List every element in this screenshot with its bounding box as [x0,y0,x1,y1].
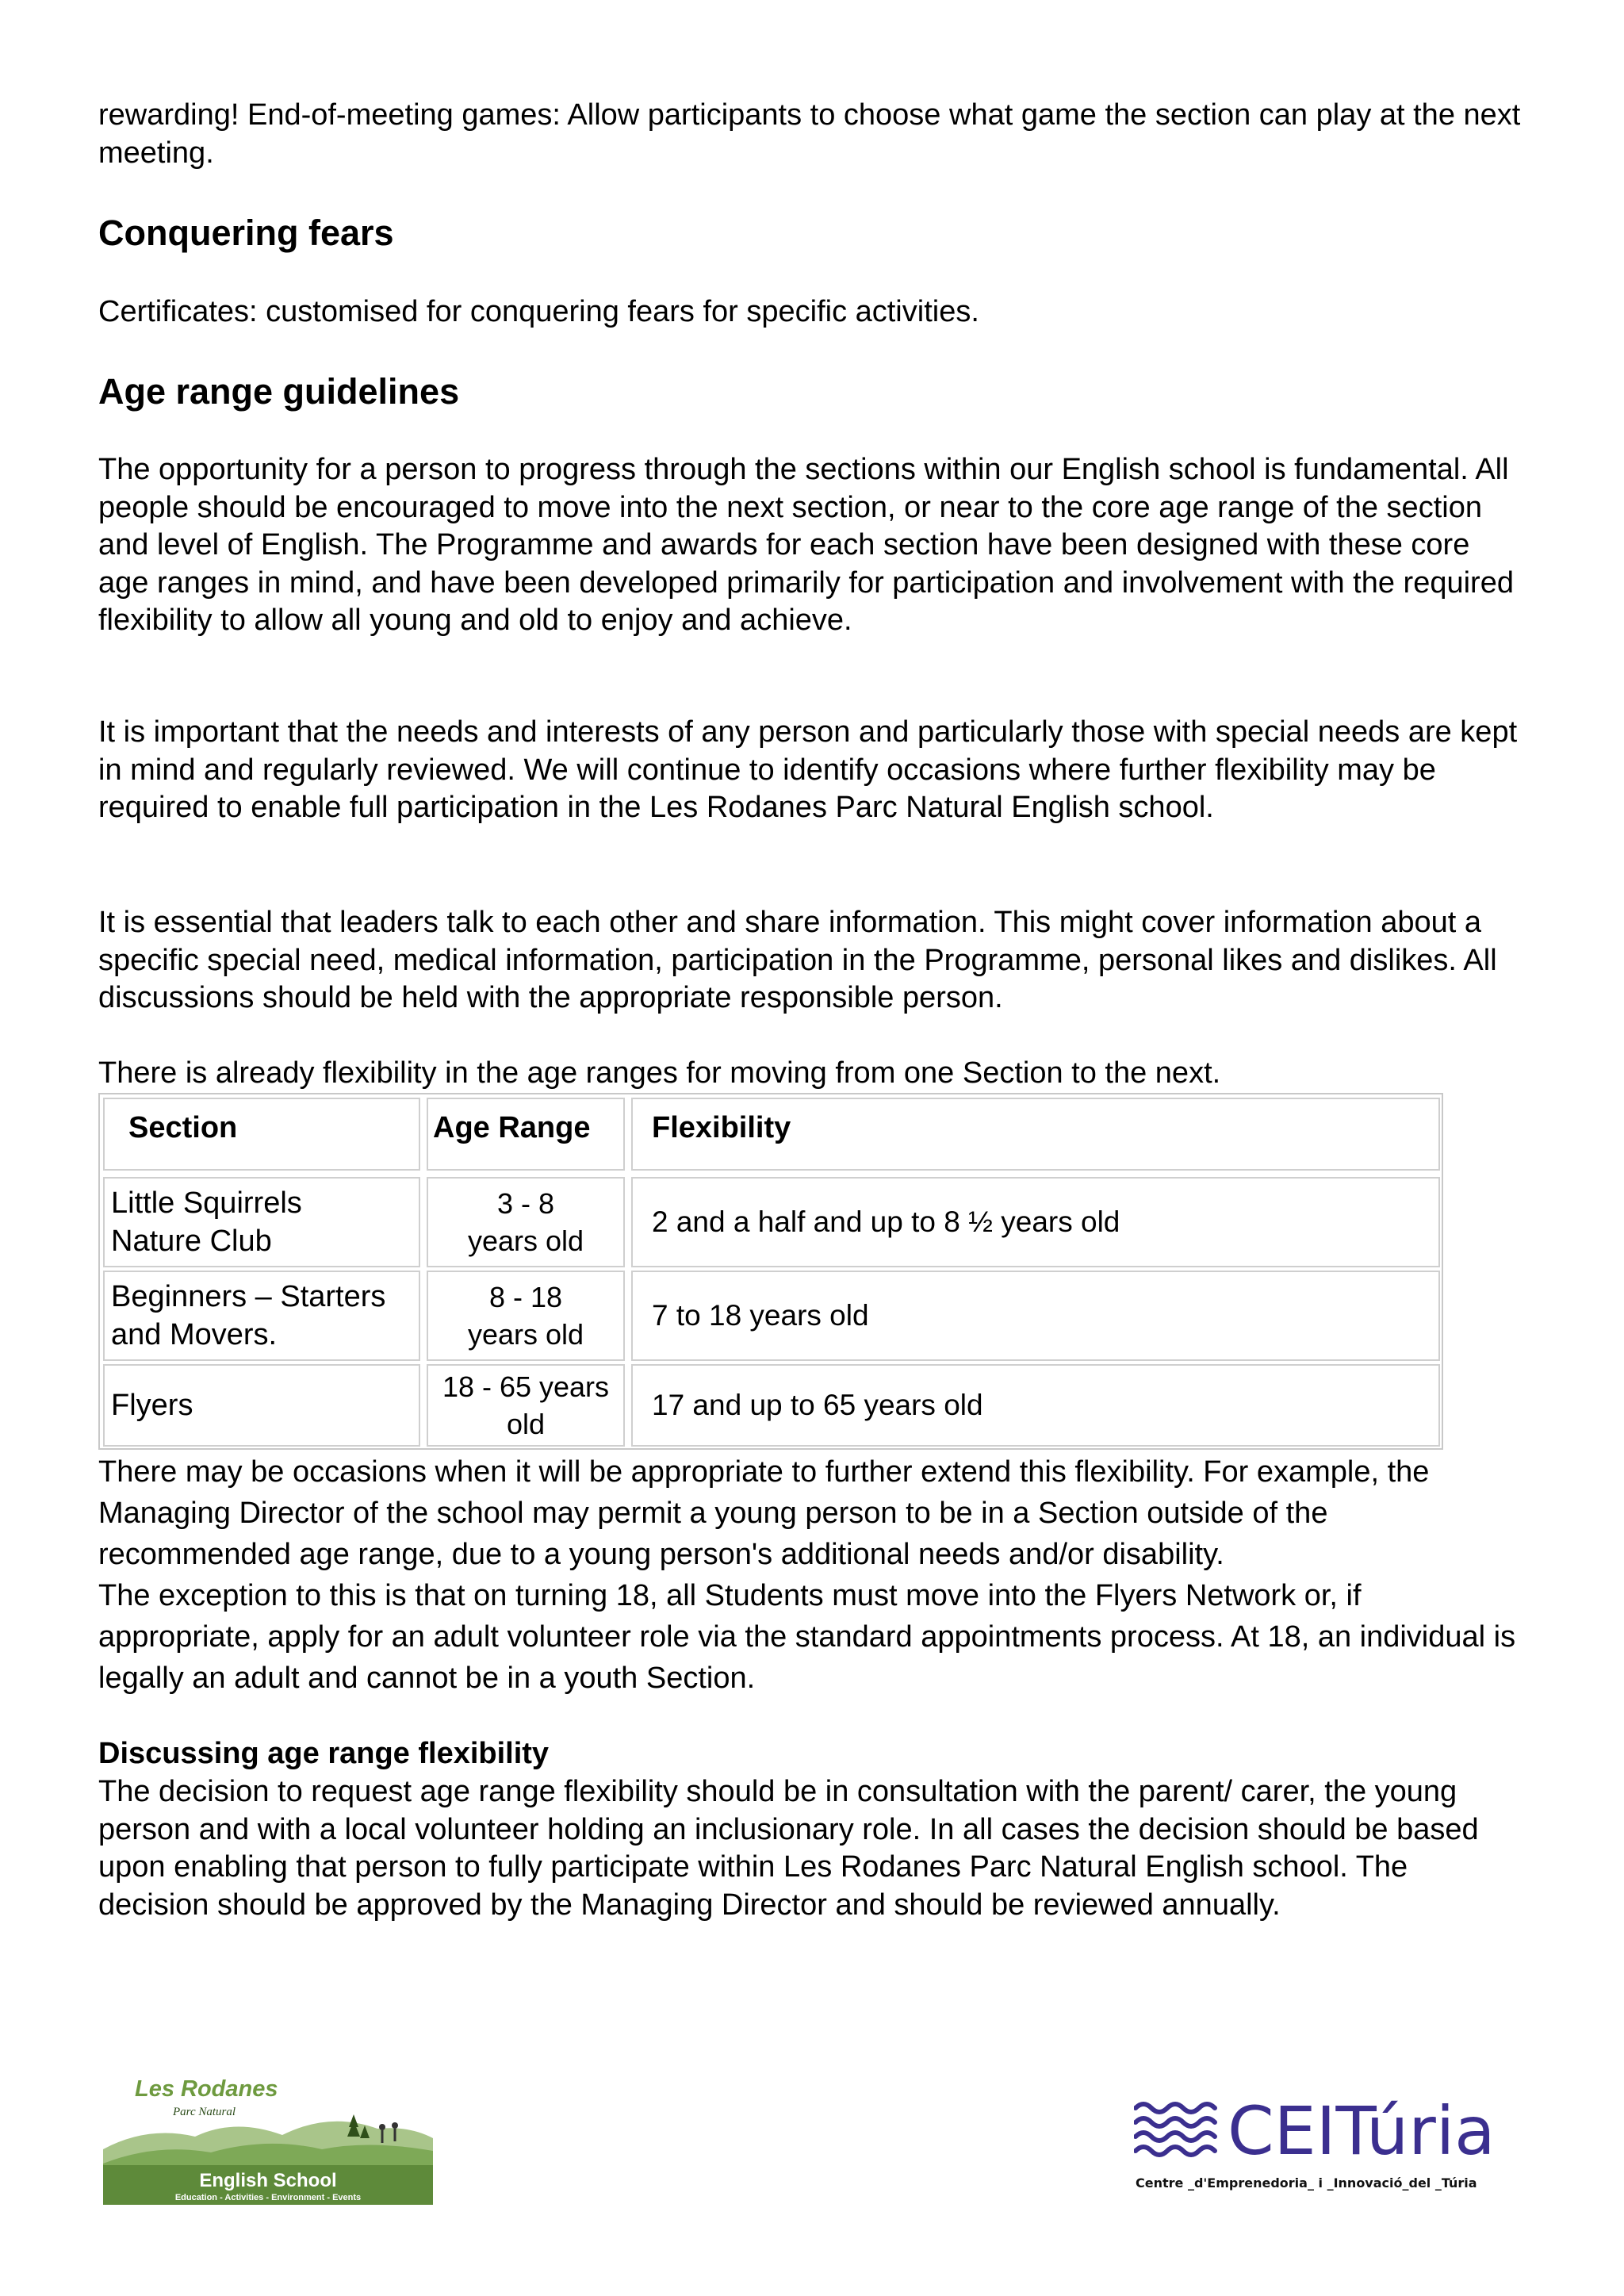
flexibility-cell [631,1271,1440,1361]
section-name-line: Flyers [111,1389,193,1422]
age-range-cell [427,1271,625,1361]
flexibility-cell [631,1177,1440,1267]
flexibility-value: 17 and up to 65 years old [652,1389,983,1421]
age-range-unit: years old [467,1225,584,1257]
age-range-paragraph-2: It is important that the needs and interests of any person and particularly those with special needs are kept in mind and regularly reviewed. We will continue to identify occasions where further flexibility may be required to enable full participation in the Les Rodanes Parc Natural English school. [98,715,1518,824]
logo-band-text: English School [199,2170,337,2191]
age-range-value: 8 - 18 [488,1281,563,1313]
age-range-unit: old [506,1408,546,1440]
flexibility-cell [631,1364,1440,1447]
table-header-section: Section [103,1098,420,1171]
conquering-fears-heading: Conquering fears [98,213,394,253]
table-header-flexibility: Flexibility [631,1098,1440,1171]
logo-tagline: Centre _d'Emprenedoria_ i _Innovació_del _Túria [1136,2175,1477,2191]
section-name-line: Little Squirrels [111,1186,302,1220]
flexibility-value: 2 and a half and up to 8 ½ years old [652,1205,1120,1238]
table-row [103,1177,420,1267]
age-range-cell [427,1364,625,1447]
age-range-table [98,1093,1443,1450]
logo-tagline: Education - Activities - Environment - Events [174,2193,362,2202]
intro-paragraph: rewarding! End-of-meeting games: Allow participants to choose what game the section can play at the next meeting. [98,98,1521,170]
table-row [103,1271,420,1361]
logo-title: Les Rodanes [135,2076,278,2102]
age-range-cell [427,1177,625,1267]
section-name-line: Nature Club [111,1225,272,1258]
conquering-fears-text: Certificates: customised for conquering fears for specific activities. [98,295,979,328]
table-row [103,1364,420,1447]
section-name-line: and Movers. [111,1318,278,1351]
les-rodanes-logo [100,2070,433,2205]
age-range-value: 3 - 8 [496,1187,555,1220]
table-header-age-range: Age Range [427,1098,625,1171]
flexibility-value: 7 to 18 years old [652,1299,869,1332]
discussing-heading: Discussing age range flexibility [98,1737,550,1770]
logo-subtitle: Parc Natural [173,2106,236,2118]
logo-name: CEITúria [1228,2094,1496,2170]
les-rodanes-logo-graphic [100,2070,433,2205]
age-range-heading: Age range guidelines [98,371,460,412]
ceituria-logo [1134,2094,1522,2205]
after-table-paragraph-2: The exception to this is that on turning 18, all Students must move into the Flyers Network or, if appropriate, apply for an adult volunteer role via the standard appointments process. At 18, an individual is legally an adult and cannot be in a youth Section. [98,1579,1516,1695]
age-range-paragraph-1: The opportunity for a person to progress through the sections within our English school is fundamental. All people should be encouraged to move into the next section, or near to the core age range of the section and level of English. The Programme and awards for each section have been designed with these core age ranges in mind, and have been developed primarily for participation and involvement with the required flexibility to allow all young and old to enjoy and achieve. [98,453,1514,637]
after-table-paragraph-1: There may be occasions when it will be appropriate to further extend this flexibility. For example, the Managing Director of the school may permit a young person to be in a Section outside of the recommended age range, due to a young person's additional needs and/or disability. [98,1455,1430,1571]
age-range-paragraph-4: There is already flexibility in the age ranges for moving from one Section to the next. [98,1056,1221,1090]
wave-icon [1136,2104,1215,2155]
section-name-line: Beginners – Starters [111,1280,386,1313]
discussing-paragraph: The decision to request age range flexibility should be in consultation with the parent/ carer, the young person and with a local volunteer holding an inclusionary role. In all cases the decision should be based upon enabling that person to fully participate within Les Rodanes Parc Natural English school. The decision should be approved by the Managing Director and should be reviewed annually. [98,1775,1479,1922]
age-range-paragraph-3: It is essential that leaders talk to each other and share information. This might cover information about a specific special need, medical information, participation in the Programme, personal likes and dislikes. All discussions should be held with the appropriate responsible person. [98,906,1497,1014]
age-range-unit: years old [467,1318,584,1351]
ceituria-logo-graphic [1134,2094,1522,2205]
age-range-value: 18 - 65 years [442,1370,610,1403]
